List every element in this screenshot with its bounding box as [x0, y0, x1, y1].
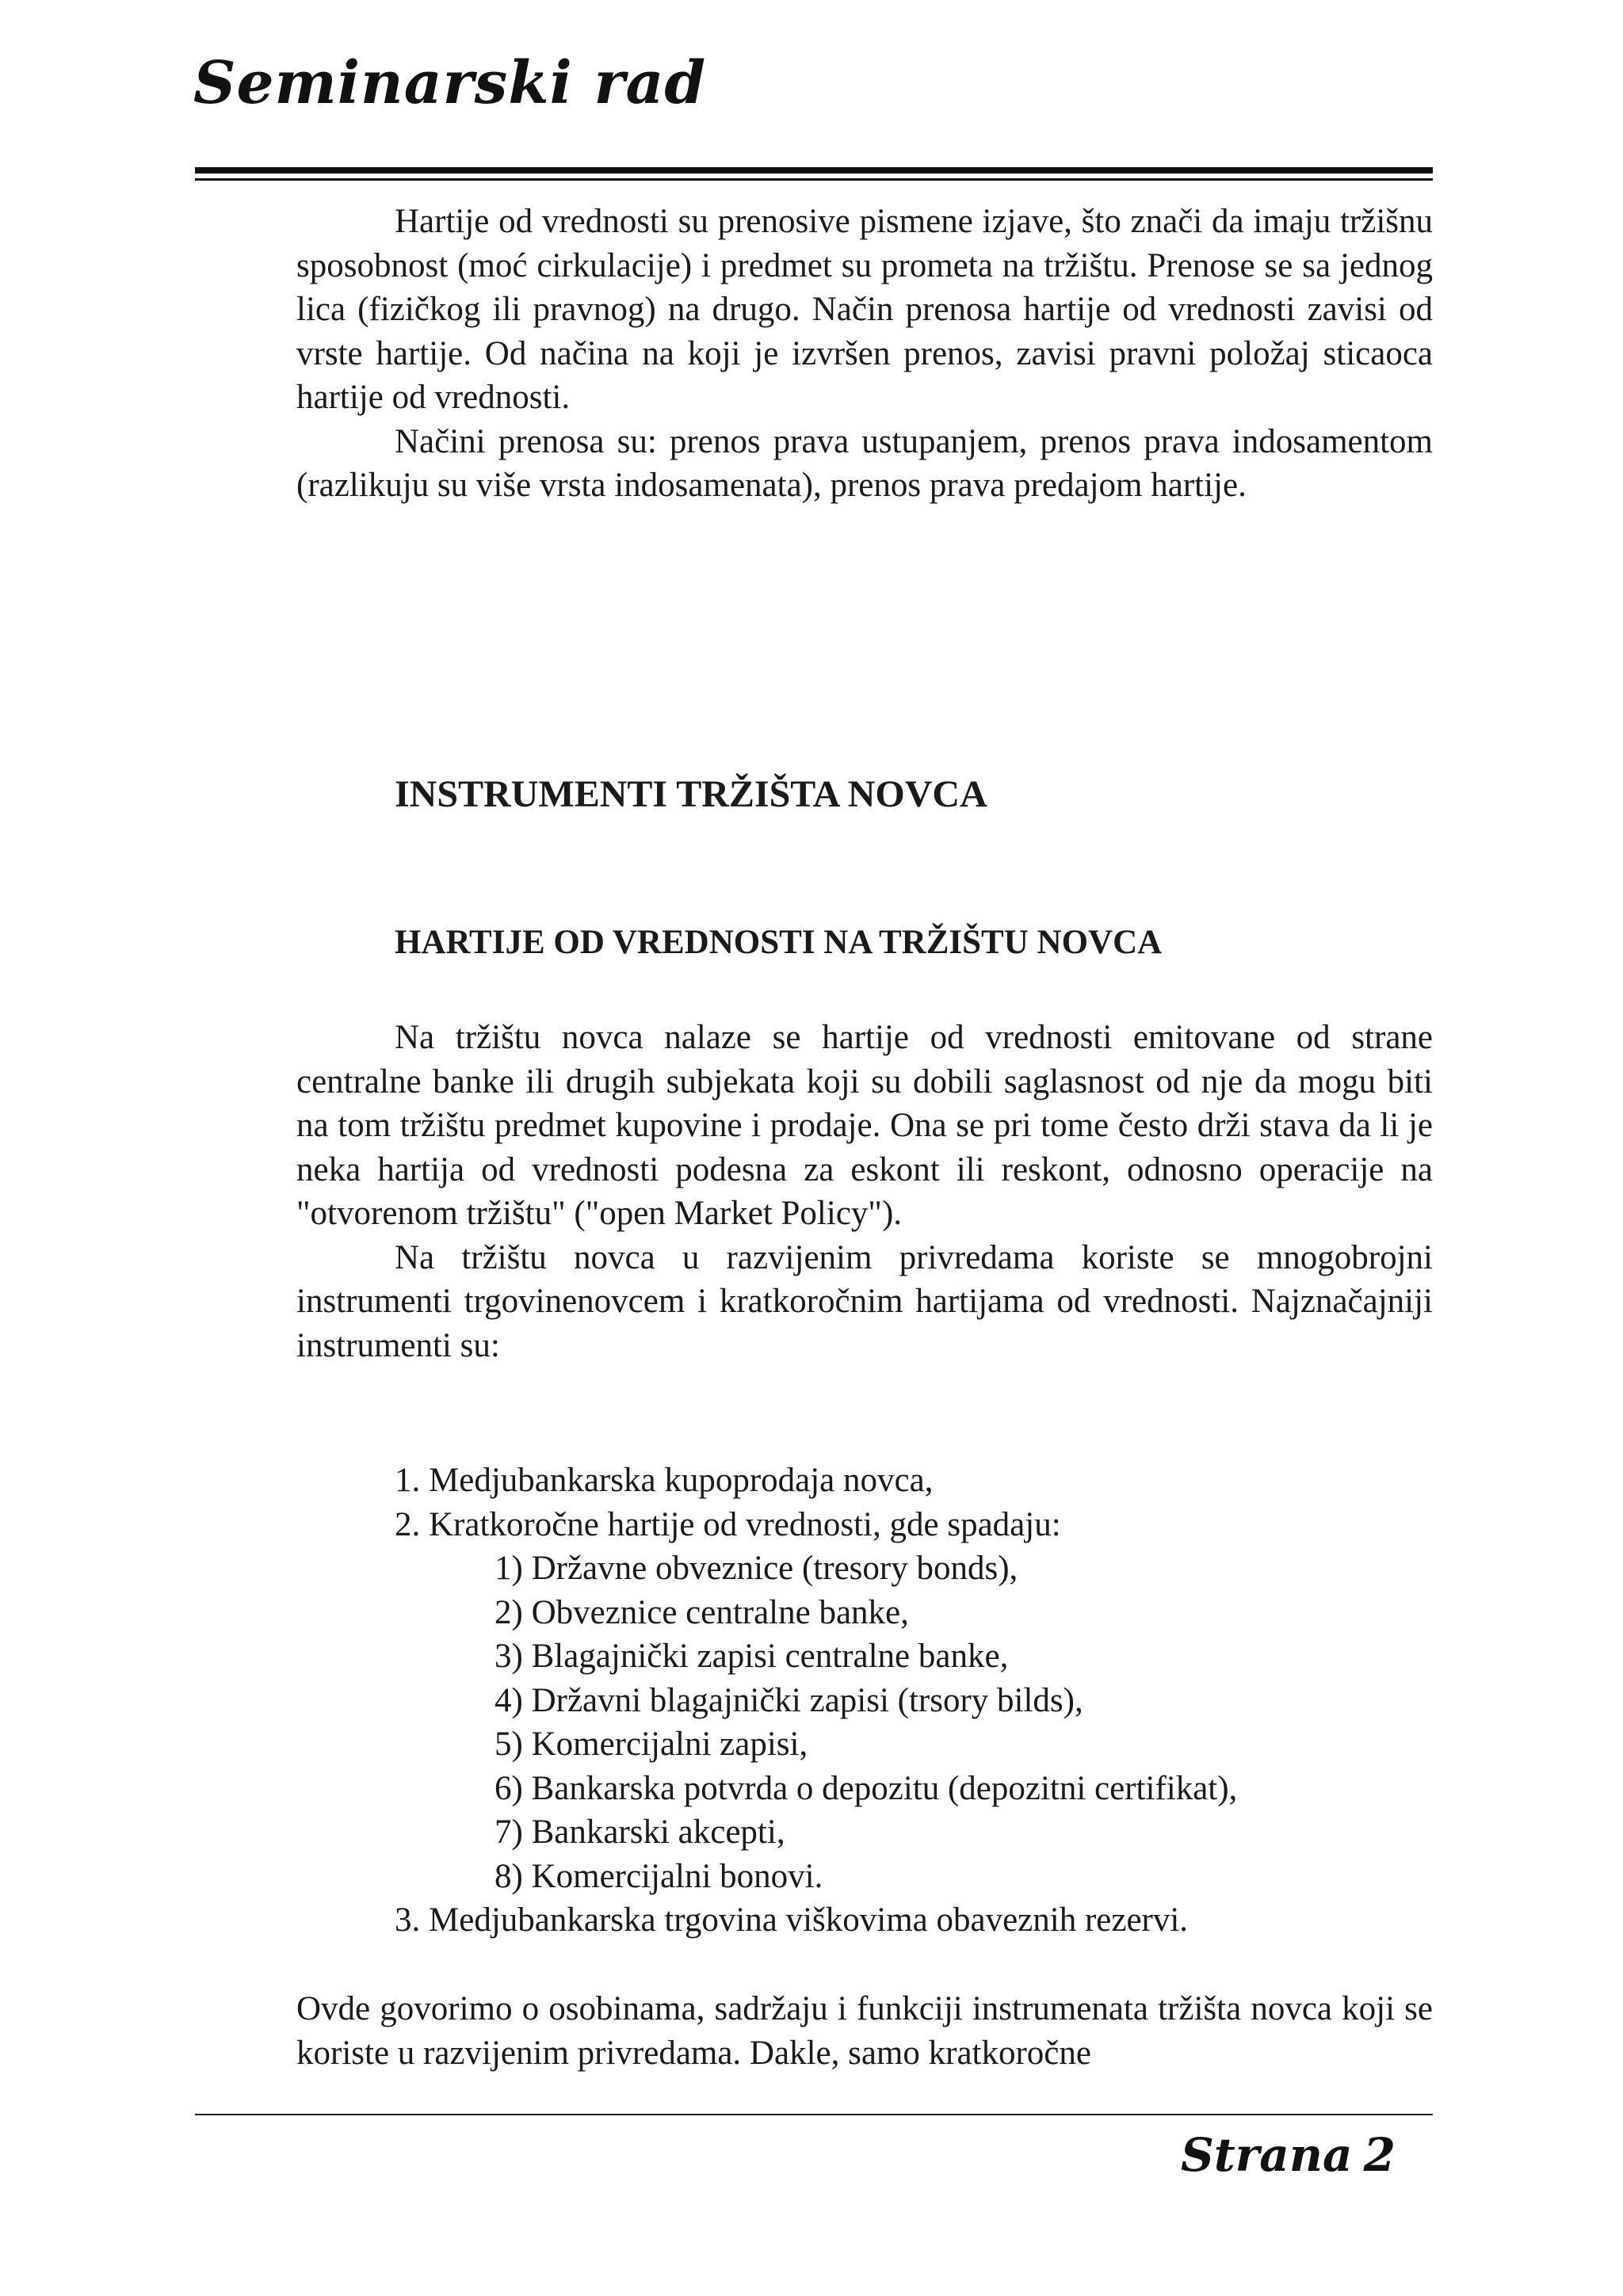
page-number	[1181, 2128, 1407, 2182]
closing-section	[296, 1987, 1433, 2075]
sublist-item: 8) Komercijalni bonovi.	[495, 1857, 823, 1895]
sublist-item: 2) Obveznice centralne banke,	[495, 1593, 909, 1631]
paragraph-transfer-methods: Načini prenosa su: prenos prava ustupanjem, prenos prava indosamentom (razlikuju su više vrsta indosamenata), prenos prava predajom hartije.	[296, 422, 1433, 504]
sublist-item: 5) Komercijalni zapisi,	[495, 1726, 808, 1763]
intro-section	[296, 200, 1433, 508]
sublist-item: 4) Državni blagajnički zapisi (trsory bilds),	[495, 1681, 1083, 1719]
paragraph-instruments: Na tržištu novca u razvijenim privredama koriste se mnogobrojni instrumenti trgovinenovcem i kratkoročnim hartijama od vrednosti. Najznačajniji instrumenti su:	[296, 1238, 1433, 1364]
list-item: 3. Medjubankarska trgovina viškovima obaveznih rezervi.	[395, 1901, 1189, 1939]
page-number-value: 2	[1363, 2128, 1396, 2182]
header-title: Seminarski rad	[193, 49, 707, 117]
list-item: 1. Medjubankarska kupoprodaja novca,	[395, 1462, 934, 1499]
list-item-with-sublist	[395, 1503, 1237, 1899]
page-label: Strana	[1181, 2128, 1353, 2182]
money-market-section	[296, 1016, 1433, 1367]
sublist-item: 6) Bankarska potvrda o depozitu (depozitni certifikat),	[495, 1769, 1238, 1807]
instrument-list	[395, 1459, 1237, 1943]
sublist-item: 7) Bankarski akcepti,	[495, 1814, 785, 1851]
header-rule-thin	[195, 178, 1433, 181]
list-item-label: 2. Kratkoročne hartije od vrednosti, gde spadaju:	[395, 1505, 1061, 1543]
paragraph-transfer: Hartije od vrednosti su prenosive pismene izjave, što znači da imaju tržišnu sposobnost (moć cirkulacije) i predmet su prometa na tržištu. Prenose se sa jednog lica (fizičkog ili pravnog) na drugo. Način prenosa hartije od vrednosti zavisi od vrste hartije. Od načina na koji je izvršen prenos, zavisi pravni položaj sticaoca hartije od vrednosti.	[296, 203, 1433, 416]
paragraph-money-market: Na tržištu novca nalaze se hartije od vrednosti emitovane od strane centralne banke ili drugih subjekata koji su dobili saglasnost od nje da mogu biti na tom tržištu predmet kupovine i prodaje. Ona se pri tome često drži stava da li je neka hartija od vrednosti podesna za eskont ili reskont, odnosno operacije na "otvorenom tržištu" ("open Market Policy").	[296, 1019, 1433, 1232]
sublist-item: 3) Blagajnički zapisi centralne banke,	[495, 1638, 1009, 1675]
footer-rule	[195, 2114, 1433, 2115]
paragraph-closing: Ovde govorimo o osobinama, sadržaju i funkciji instrumenata tržišta novca koji se koriste u razvijenim privredama. Dakle, samo kratkoročne	[296, 1990, 1433, 2072]
securities-sublist	[395, 1547, 1237, 1898]
header-rule-thick	[195, 167, 1433, 174]
section-heading: INSTRUMENTI TRŽIŠTA NOVCA	[395, 773, 987, 815]
section-subheading: HARTIJE OD VREDNOSTI NA TRŽIŠTU NOVCA	[395, 924, 1163, 961]
sublist-item: 1) Državne obveznice (tresory bonds),	[495, 1550, 1018, 1587]
